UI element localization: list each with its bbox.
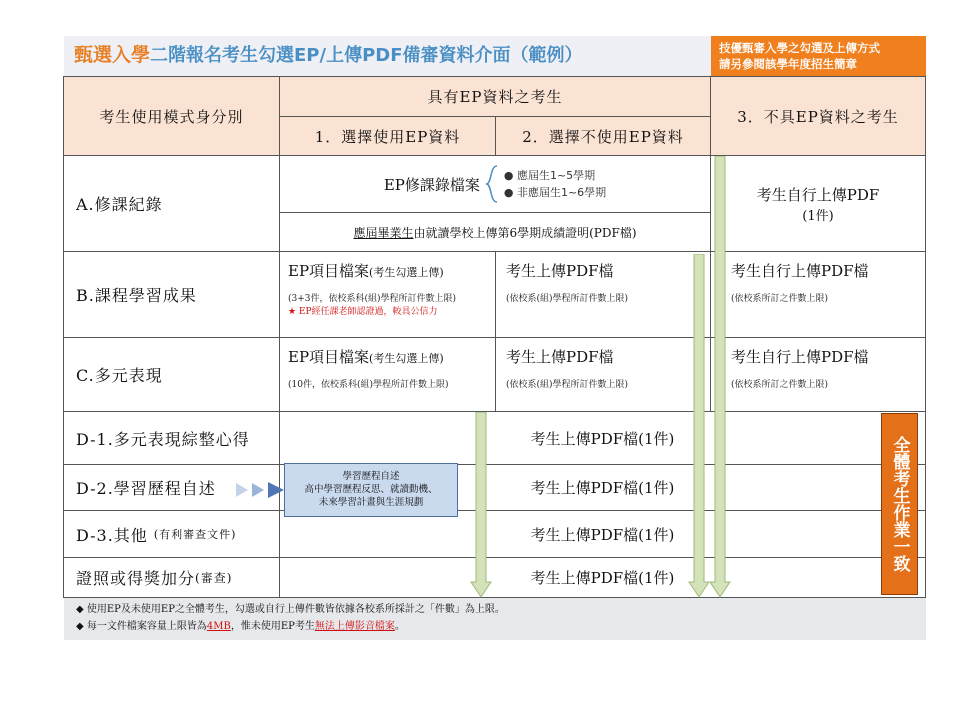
col-header-no-ep [711,77,926,156]
callout-title: 學習歷程自述 [342,471,400,482]
cell-c-not-use-sub: (依校系(組)學程所訂件數上限) [506,380,629,390]
cell-b-use-note: (考生勾選上傳) [369,266,444,279]
row-label-d1 [64,412,280,465]
row-label-e-text: 證照或得獎加分 [76,569,196,588]
footer-notes [64,598,926,640]
col-header-has-ep [280,77,711,117]
row-label-d3-text: D-3.其他 [76,525,148,545]
cell-b-not-use-ep [496,252,711,338]
cell-b-not-use-sub: (依校系(組)學程所訂件數上限) [506,294,629,304]
cell-d1-value [280,412,926,465]
col-header-not-use-ep-label: 2．選擇不使用EP資料 [522,127,684,146]
cell-c-use-sub: (10件，依校系科(組)學程所訂件數上限) [288,380,449,390]
cell-b-use-main: EP項目檔案 [288,262,370,280]
cell-d1-value-text: 考生上傳PDF檔(1件) [530,429,675,448]
row-label-d3 [64,511,280,558]
page-title [74,40,583,71]
reference-note-line2: 請另參閱該學年度招生簡章 [719,57,857,71]
cell-c-not-use-main: 考生上傳PDF檔 [506,348,614,366]
cell-d2-value-text: 考生上傳PDF檔(1件) [530,479,675,497]
row-label-d1-text: D-1.多元表現綜整心得 [76,429,250,449]
bullet2-text: 非應屆生1~6學期 [516,186,607,199]
cell-b-no-ep [711,252,926,338]
cell-a-no-ep-sub: (1件) [802,208,834,224]
bullet-former-students [504,184,606,201]
side-banner [881,413,918,595]
col-header-has-ep-label: 具有EP資料之考生 [427,88,563,106]
graduate-prefix: 應屆畢業生 [353,225,414,240]
row-label-c-text: C.多元表現 [76,366,163,385]
cell-b-use-star: ★ EP經任課老師認證過，較具公信力 [288,307,438,317]
bullet-dot-icon: ● [503,186,517,199]
title-rest: 二階報名考生勾選EP/上傳PDF備審資料介面（範例） [150,45,583,66]
cell-c-use-ep [280,338,496,412]
cell-d3-value-text: 考生上傳PDF檔(1件) [530,525,675,544]
footer-line2 [76,618,914,635]
row-label-e-note: (審查) [195,571,233,585]
callout-line2: 未來學習計畫與生涯規劃 [318,497,424,508]
bullet-current-students [504,167,606,184]
cell-e-value-text: 考生上傳PDF檔(1件) [530,569,675,587]
cell-b-no-ep-sub: (依校系所訂之件數上限) [731,294,829,304]
title-brand: 甄選入學 [74,44,151,66]
footer-line2-e: 。 [394,621,405,632]
col-header-use-ep [280,117,496,156]
bullet-dot-icon: ● [503,169,517,182]
col-header-identity-label: 考生使用模式身分別 [99,107,244,126]
down-arrow-icon [709,156,731,598]
footer-line2-a: ◆ 每一文件檔案容量上限皆為 [76,621,207,632]
bullet1-text: 應屆生1~5學期 [516,169,596,182]
reference-note-line1: 技優甄審入學之勾選及上傳方式 [719,41,880,55]
col-header-use-ep-label: 1．選擇使用EP資料 [314,127,461,146]
chevron-arrows-icon [236,481,286,499]
cell-a-no-ep [711,156,926,252]
footer-line2-d: 無法上傳影音檔案 [314,621,395,632]
cell-c-no-ep-sub: (依校系所訂之件數上限) [731,380,829,390]
cell-c-no-ep-main: 考生自行上傳PDF檔 [731,348,869,366]
col-header-identity [64,77,280,156]
col-header-not-use-ep [496,117,711,156]
footer-line2-b: 4MB [206,621,231,632]
cell-b-use-sub: (3+3件，依校系科(組)學程所訂件數上限) [288,294,457,304]
down-arrow-icon [470,412,492,598]
cell-c-use-main: EP項目檔案 [288,348,370,366]
side-banner-text: 全體考生作業一致 [889,436,910,572]
row-label-d2-text: D-2.學習歷程自述 [76,479,216,498]
footer-line2-c: ，惟未使用EP考生 [230,621,315,632]
cell-c-not-use-ep [496,338,711,412]
cell-b-no-ep-main: 考生自行上傳PDF檔 [731,262,869,280]
cell-b-use-ep [280,252,496,338]
cell-a-no-ep-main: 考生自行上傳PDF [756,185,880,204]
row-label-c [64,338,280,412]
cell-d3-value [280,511,926,558]
row-label-a-text: A.修課紀錄 [76,195,163,214]
col-header-no-ep-label: 3．不具EP資料之考生 [737,107,899,126]
cell-a-ep [280,156,711,213]
row-label-e [64,558,280,598]
row-label-d3-note: (有利審查文件) [153,528,237,541]
cell-a-graduate [280,213,711,252]
callout-line1: 高中學習歷程反思、就讀動機、 [304,484,438,495]
reference-note [711,36,926,76]
footer-line1: ◆ 使用EP及未使用EP之全體考生，勾選或自行上傳件數皆依據各校系所採計之「件數」為上限。 [76,604,505,615]
cell-b-not-use-main: 考生上傳PDF檔 [506,262,614,280]
down-arrow-icon [688,254,710,598]
graduate-rest: 由就讀學校上傳第6學期成績證明(PDF檔) [413,225,637,240]
callout-box [284,463,458,517]
brace-icon [484,164,500,204]
cell-e-value [280,558,926,598]
row-label-b [64,252,280,338]
row-label-a [64,156,280,252]
cell-c-use-note: (考生勾選上傳) [369,352,444,365]
cell-c-no-ep [711,338,926,412]
cell-a-ep-file: EP修課錄檔案 [383,175,480,194]
row-label-b-text: B.課程學習成果 [76,286,197,305]
